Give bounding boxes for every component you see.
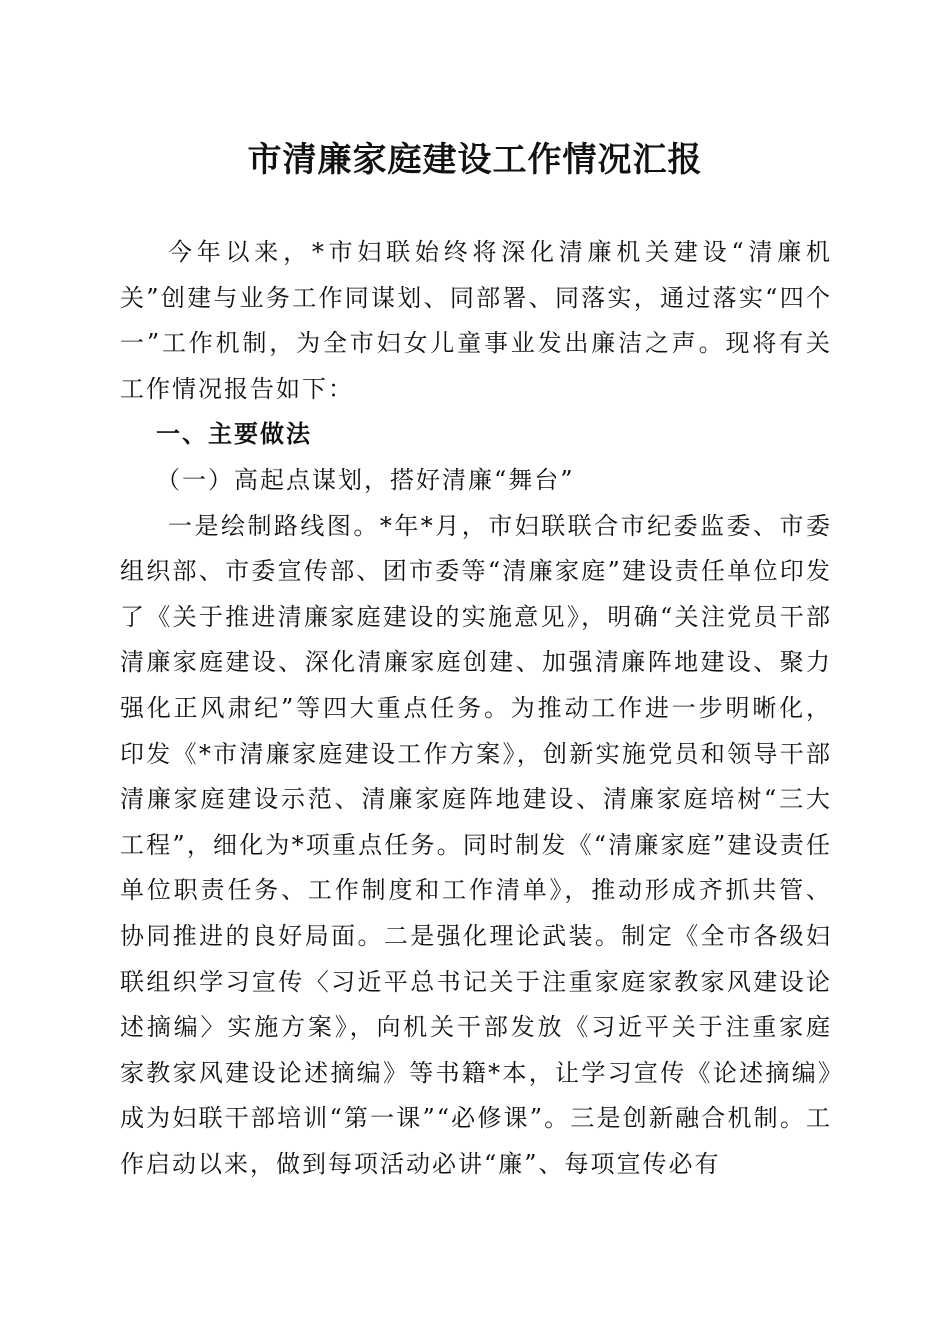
section-heading: 一、主要做法	[156, 420, 312, 449]
intro-paragraph: 今年以来，*市妇联始终将深化清廉机关建设“清廉机关”创建与业务工作同谋划、同部署、同落实，通过落实“四个一”工作机制，为全市妇女儿童事业发出廉洁之声。现将有关工作情况报告如下：	[120, 238, 832, 403]
subsection-heading: （一）高起点谋划，搭好清廉“舞台”	[156, 465, 575, 494]
body-paragraph: 一是绘制路线图。*年*月，市妇联联合市纪委监委、市委组织部、市委宣传部、团市委等“清廉家庭”建设责任单位印发了《关于推进清廉家庭建设的实施意见》，明确“关注党员干部清廉家庭建设、深化清廉家庭创建、加强清廉阵地建设、聚力强化正风肃纪”等四大重点任务。为推动工作进一步明晰化，印发《*市清廉家庭建设工作方案》，创新实施党员和领导干部清廉家庭建设示范、清廉家庭阵地建设、清廉家庭培树“三大工程”，细化为*项重点任务。同时制发《“清廉家庭”建设责任单位职责任务、工作制度和工作清单》，推动形成齐抓共管、协同推进的良好局面。二是强化理论武装。制定《全市各级妇联组织学习宣传〈习近平总书记关于注重家庭家教家风建设论述摘编〉实施方案》，向机关干部发放《习近平关于注重家庭家教家风建设论述摘编》等书籍*本，让学习宣传《论述摘编》成为妇联干部培训“第一课”“必修课”。三是创新融合机制。工作启动以来，做到每项活动必讲“廉”、每项宣传必有	[120, 511, 832, 1178]
document-body	[120, 230, 832, 1187]
document-title: 市清廉家庭建设工作情况汇报	[247, 140, 703, 180]
